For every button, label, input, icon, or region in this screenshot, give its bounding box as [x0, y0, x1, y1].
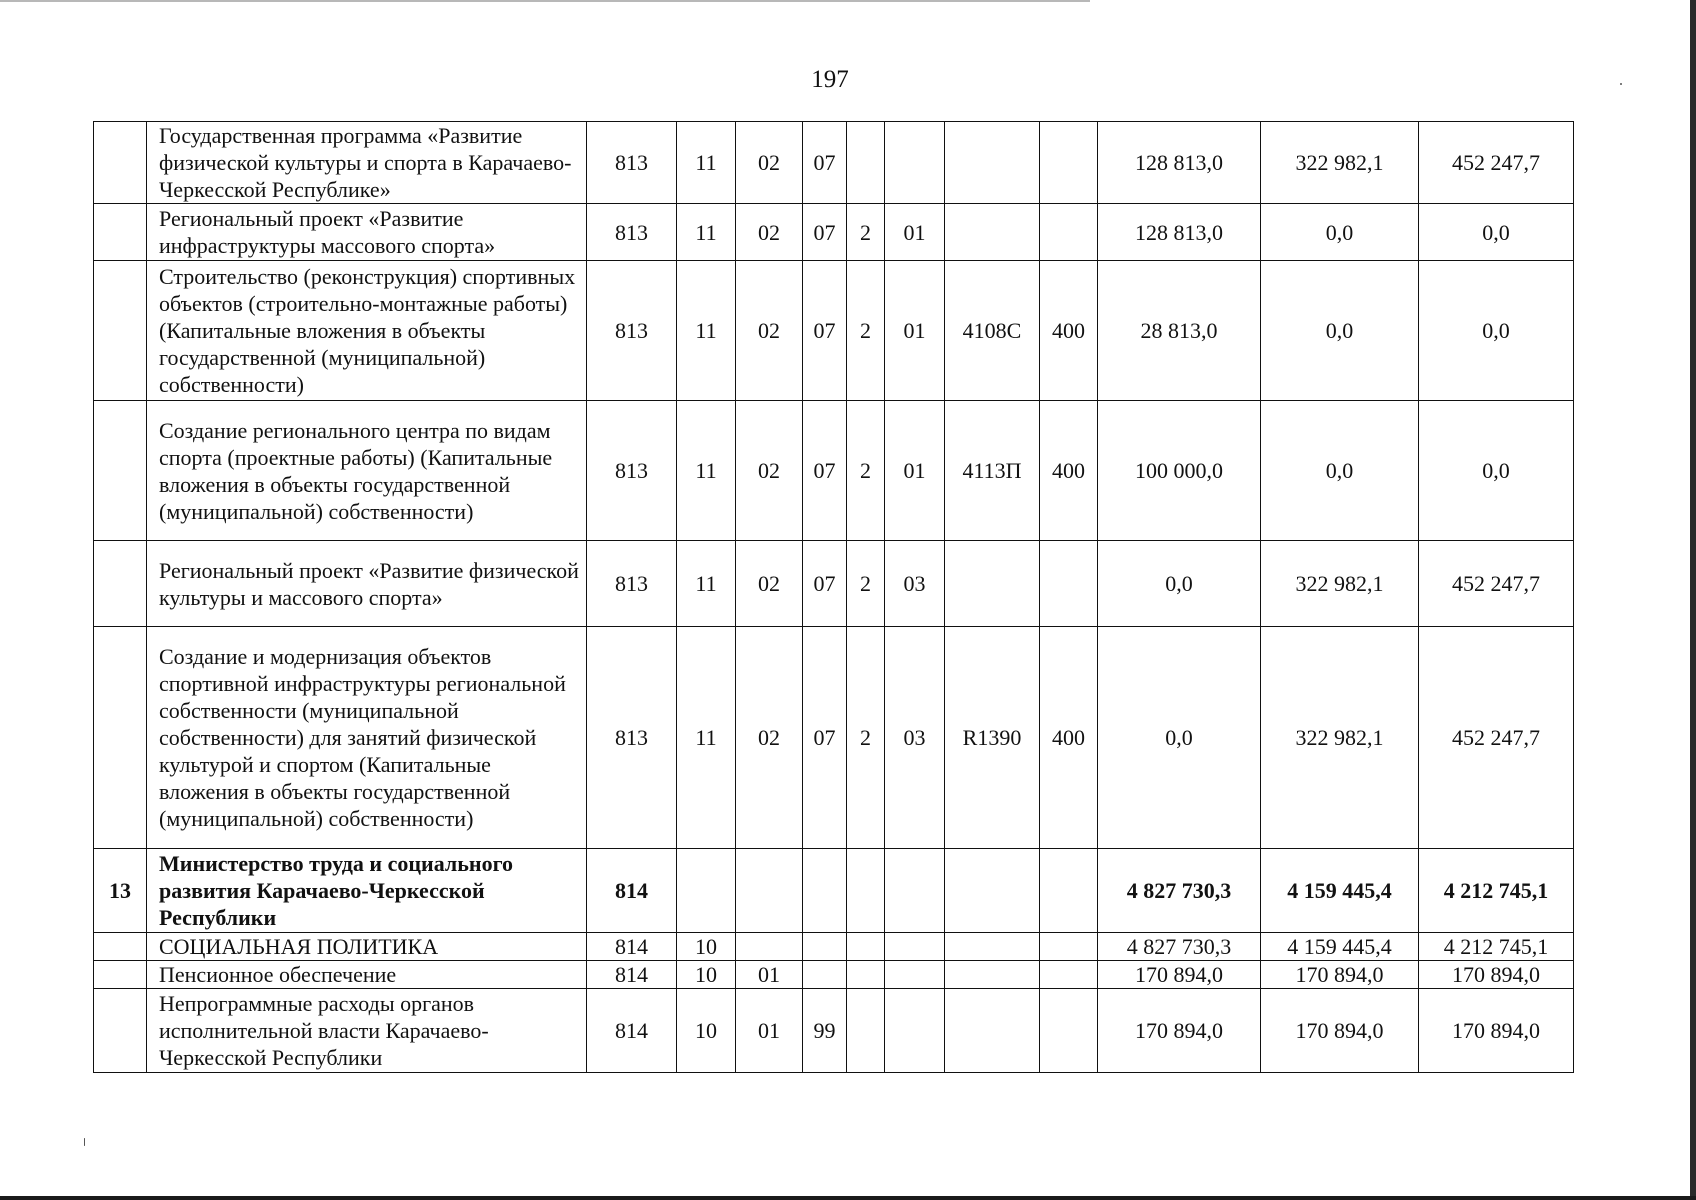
target-article-cell: [945, 849, 1040, 933]
project-code-cell: 03: [885, 541, 945, 627]
amount-year3-cell: 452 247,7: [1419, 122, 1574, 204]
amount-year2-cell: 0,0: [1261, 204, 1419, 261]
project-code-cell: 03: [885, 627, 945, 849]
scan-speck: [1620, 83, 1622, 85]
budget-table: [93, 121, 1574, 1073]
amount-year2-cell: 170 894,0: [1261, 961, 1419, 989]
amount-year1-cell: 170 894,0: [1098, 989, 1261, 1073]
subsection-code-cell: 02: [736, 204, 803, 261]
section-code-cell: 11: [677, 204, 736, 261]
program-code-cell: [803, 849, 847, 933]
item-name-cell: Государственная программа «Развитие физической культуры и спорта в Карачаево-Черкесской Республике»: [147, 122, 587, 204]
scan-bottom-border: [0, 1196, 1696, 1200]
table-row: [94, 961, 1574, 989]
row-number-cell: [94, 627, 147, 849]
amount-year2-cell: 0,0: [1261, 401, 1419, 541]
amount-year3-cell: 4 212 745,1: [1419, 849, 1574, 933]
department-code-cell: 813: [587, 401, 677, 541]
scan-right-edge: [1690, 0, 1696, 1200]
subprogram-code-cell: 2: [847, 401, 885, 541]
table-row: [94, 627, 1574, 849]
row-number-cell: [94, 204, 147, 261]
amount-year3-cell: 4 212 745,1: [1419, 933, 1574, 961]
program-code-cell: [803, 961, 847, 989]
table-row: [94, 933, 1574, 961]
department-code-cell: 813: [587, 122, 677, 204]
item-name-cell: СОЦИАЛЬНАЯ ПОЛИТИКА: [147, 933, 587, 961]
target-article-cell: [945, 541, 1040, 627]
section-code-cell: 11: [677, 122, 736, 204]
expense-type-cell: [1040, 989, 1098, 1073]
project-code-cell: [885, 961, 945, 989]
department-code-cell: 813: [587, 627, 677, 849]
section-code-cell: 10: [677, 989, 736, 1073]
amount-year2-cell: 4 159 445,4: [1261, 933, 1419, 961]
table-row: [94, 541, 1574, 627]
target-article-cell: 4113П: [945, 401, 1040, 541]
section-code-cell: 11: [677, 401, 736, 541]
subprogram-code-cell: 2: [847, 204, 885, 261]
expense-type-cell: [1040, 933, 1098, 961]
amount-year1-cell: 4 827 730,3: [1098, 933, 1261, 961]
target-article-cell: R1390: [945, 627, 1040, 849]
item-name-cell: Создание регионального центра по видам спорта (проектные работы) (Капитальные вложения в объекты государственной (муниципальной) собственности): [147, 401, 587, 541]
section-code-cell: 11: [677, 627, 736, 849]
project-code-cell: [885, 849, 945, 933]
expense-type-cell: 400: [1040, 401, 1098, 541]
expense-type-cell: [1040, 541, 1098, 627]
department-code-cell: 814: [587, 961, 677, 989]
row-number-cell: [94, 541, 147, 627]
page-number: 197: [811, 66, 849, 93]
subsection-code-cell: [736, 849, 803, 933]
subprogram-code-cell: 2: [847, 627, 885, 849]
amount-year1-cell: 0,0: [1098, 627, 1261, 849]
row-number-cell: [94, 261, 147, 401]
item-name-cell: Региональный проект «Развитие физической культуры и массового спорта»: [147, 541, 587, 627]
project-code-cell: 01: [885, 401, 945, 541]
row-number-cell: [94, 989, 147, 1073]
subprogram-code-cell: [847, 122, 885, 204]
target-article-cell: [945, 122, 1040, 204]
expense-type-cell: [1040, 849, 1098, 933]
item-name-cell: Пенсионное обеспечение: [147, 961, 587, 989]
section-code-cell: [677, 849, 736, 933]
subsection-code-cell: 02: [736, 401, 803, 541]
row-number-cell: 13: [94, 849, 147, 933]
amount-year1-cell: 28 813,0: [1098, 261, 1261, 401]
amount-year3-cell: 452 247,7: [1419, 627, 1574, 849]
subsection-code-cell: 02: [736, 541, 803, 627]
subsection-code-cell: 02: [736, 261, 803, 401]
amount-year3-cell: 0,0: [1419, 401, 1574, 541]
budget-table-body: [94, 122, 1574, 1073]
row-number-cell: [94, 933, 147, 961]
amount-year1-cell: 170 894,0: [1098, 961, 1261, 989]
subprogram-code-cell: [847, 933, 885, 961]
item-name-cell: Строительство (реконструкция) спортивных объектов (строительно-монтажные работы) (Капитальные вложения в объекты государственной (муниципальной) собственности): [147, 261, 587, 401]
subprogram-code-cell: [847, 989, 885, 1073]
section-code-cell: 11: [677, 541, 736, 627]
project-code-cell: [885, 122, 945, 204]
amount-year1-cell: 100 000,0: [1098, 401, 1261, 541]
amount-year3-cell: 170 894,0: [1419, 961, 1574, 989]
target-article-cell: [945, 989, 1040, 1073]
target-article-cell: 4108С: [945, 261, 1040, 401]
subsection-code-cell: [736, 933, 803, 961]
row-number-cell: [94, 122, 147, 204]
amount-year3-cell: 170 894,0: [1419, 989, 1574, 1073]
section-code-cell: 10: [677, 933, 736, 961]
row-number-cell: [94, 401, 147, 541]
subprogram-code-cell: [847, 961, 885, 989]
row-number-cell: [94, 961, 147, 989]
project-code-cell: [885, 989, 945, 1073]
expense-type-cell: [1040, 122, 1098, 204]
section-code-cell: 10: [677, 961, 736, 989]
program-code-cell: 07: [803, 401, 847, 541]
amount-year1-cell: 0,0: [1098, 541, 1261, 627]
target-article-cell: [945, 933, 1040, 961]
subprogram-code-cell: 2: [847, 261, 885, 401]
subprogram-code-cell: 2: [847, 541, 885, 627]
program-code-cell: 07: [803, 261, 847, 401]
expense-type-cell: 400: [1040, 261, 1098, 401]
department-code-cell: 813: [587, 261, 677, 401]
table-row: [94, 849, 1574, 933]
scan-speck: [84, 1138, 85, 1146]
expense-type-cell: 400: [1040, 627, 1098, 849]
project-code-cell: 01: [885, 261, 945, 401]
amount-year2-cell: 322 982,1: [1261, 122, 1419, 204]
amount-year1-cell: 4 827 730,3: [1098, 849, 1261, 933]
project-code-cell: [885, 933, 945, 961]
item-name-cell: Региональный проект «Развитие инфраструктуры массового спорта»: [147, 204, 587, 261]
table-row: [94, 401, 1574, 541]
amount-year2-cell: 322 982,1: [1261, 541, 1419, 627]
subsection-code-cell: 02: [736, 627, 803, 849]
item-name-cell: Министерство труда и социального развития Карачаево-Черкесской Республики: [147, 849, 587, 933]
program-code-cell: 07: [803, 541, 847, 627]
subsection-code-cell: 02: [736, 122, 803, 204]
expense-type-cell: [1040, 204, 1098, 261]
amount-year3-cell: 0,0: [1419, 204, 1574, 261]
table-row: [94, 204, 1574, 261]
section-code-cell: 11: [677, 261, 736, 401]
table-row: [94, 122, 1574, 204]
program-code-cell: 99: [803, 989, 847, 1073]
program-code-cell: [803, 933, 847, 961]
department-code-cell: 814: [587, 989, 677, 1073]
amount-year2-cell: 4 159 445,4: [1261, 849, 1419, 933]
subprogram-code-cell: [847, 849, 885, 933]
program-code-cell: 07: [803, 122, 847, 204]
item-name-cell: Непрограммные расходы органов исполнительной власти Карачаево-Черкесской Республики: [147, 989, 587, 1073]
table-row: [94, 261, 1574, 401]
amount-year2-cell: 0,0: [1261, 261, 1419, 401]
target-article-cell: [945, 961, 1040, 989]
department-code-cell: 814: [587, 933, 677, 961]
expense-type-cell: [1040, 961, 1098, 989]
subsection-code-cell: 01: [736, 961, 803, 989]
project-code-cell: 01: [885, 204, 945, 261]
amount-year2-cell: 170 894,0: [1261, 989, 1419, 1073]
scan-top-border: [0, 0, 1090, 2]
department-code-cell: 813: [587, 204, 677, 261]
table-row: [94, 989, 1574, 1073]
amount-year1-cell: 128 813,0: [1098, 122, 1261, 204]
program-code-cell: 07: [803, 627, 847, 849]
amount-year1-cell: 128 813,0: [1098, 204, 1261, 261]
item-name-cell: Создание и модернизация объектов спортивной инфраструктуры региональной собственности (муниципальной собственности) для занятий физической культурой и спортом (Капитальные вложения в объекты государственной (муниципальной) собственности): [147, 627, 587, 849]
department-code-cell: 813: [587, 541, 677, 627]
amount-year3-cell: 452 247,7: [1419, 541, 1574, 627]
subsection-code-cell: 01: [736, 989, 803, 1073]
department-code-cell: 814: [587, 849, 677, 933]
target-article-cell: [945, 204, 1040, 261]
amount-year3-cell: 0,0: [1419, 261, 1574, 401]
program-code-cell: 07: [803, 204, 847, 261]
amount-year2-cell: 322 982,1: [1261, 627, 1419, 849]
